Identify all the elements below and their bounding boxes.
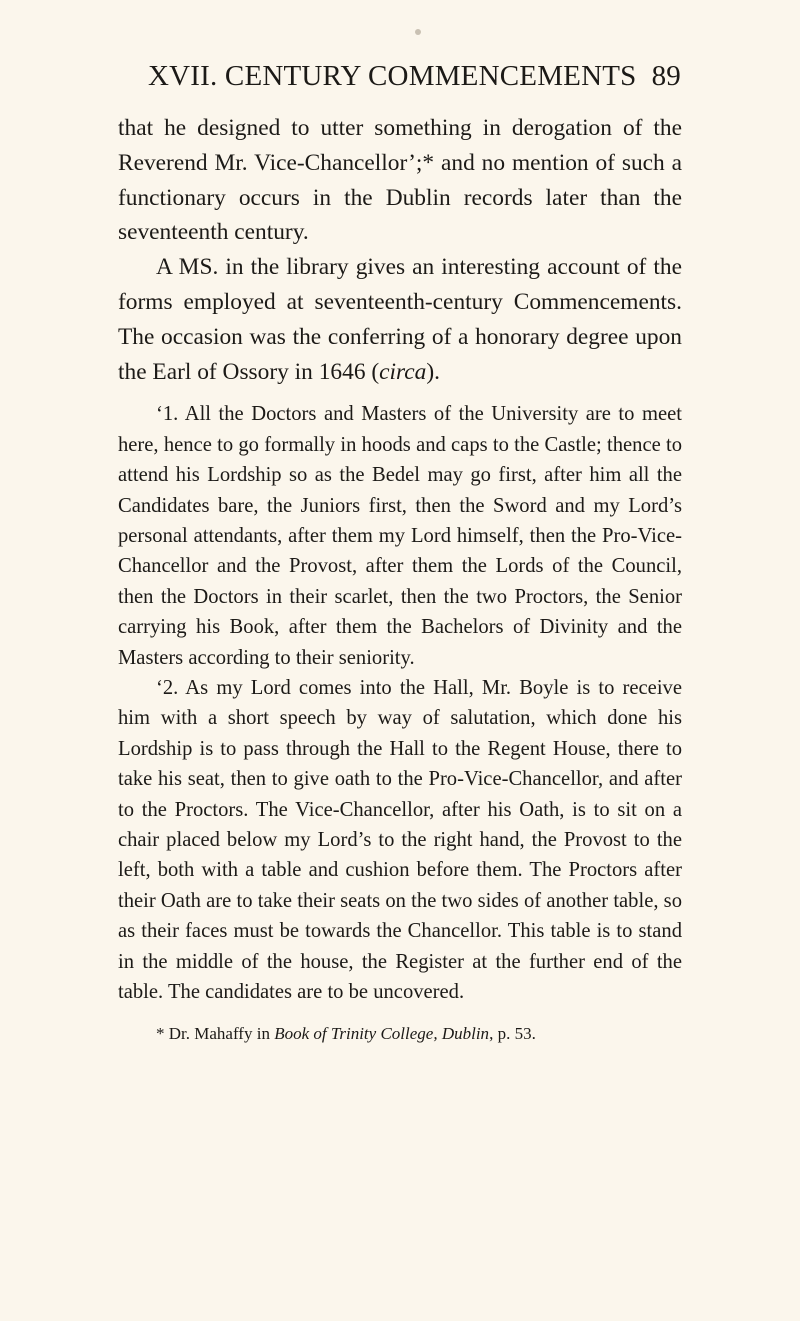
page-body — [118, 111, 682, 1046]
chapter-title: XVII. CENTURY COMMENCEMENTS — [148, 60, 637, 92]
page-number: 89 — [651, 60, 681, 92]
footnote — [118, 1022, 682, 1046]
decorative-dot — [415, 29, 421, 35]
paragraph-2-text: A MS. in the library gives an interesting account of the forms employed at seventeenth-century Commencements. The occasion was the conferring of a honorary degree upon the Earl of Ossory in 1646 ( — [118, 254, 682, 385]
footnote-suffix: , p. 53. — [489, 1023, 536, 1043]
paragraph-2-circa: circa — [379, 358, 427, 385]
paragraph-2-end: ). — [426, 358, 440, 385]
footnote-prefix: * Dr. Mahaffy in — [156, 1023, 275, 1043]
quoted-item-1: ‘1. All the Doctors and Masters of the University are to meet here, hence to go formally in hoods and caps to the Castle; thence to attend his Lordship so as the Bedel may go first, after him all the Candidates bare, the Juniors first, then the Sword and my Lord’s personal attendants, after them my Lord himself, then the Pro-Vice-Chancellor and the Provost, after them the Lords of the Council, then the Doctors in their scarlet, then the two Proctors, the Senior carrying his Book, after them the Bachelors of Divinity and the Masters according to their seniority. — [118, 403, 682, 669]
paragraph-2 — [118, 250, 682, 389]
footnote-book-title: Book of Trinity College, Dublin — [274, 1023, 490, 1043]
running-header — [148, 60, 681, 100]
quoted-item-2: ‘2. As my Lord comes into the Hall, Mr. Boyle is to receive him with a short speech by way of salutation, which done his Lordship is to pass through the Hall to the Regent House, there to take his seat, then to give oath to the Pro-Vice-Chancellor, and after to the Proctors. The Vice-Chancellor, after his Oath, is to sit on a chair placed below my Lord’s to the right hand, the Provost to the left, both with a table and cushion before them. The Proctors after their Oath are to take their seats on the two sides of another table, so as their faces must be towards the Chancellor. This table is to stand in the middle of the house, the Register at the further end of the table. The candidates are to be uncovered. — [118, 677, 682, 1004]
paragraph-1: that he designed to utter something in derogation of the Reverend Mr. Vice-Chancellor’;* and no mention of such a functionary occurs in the Dublin records later than the seventeenth century. — [118, 115, 682, 246]
